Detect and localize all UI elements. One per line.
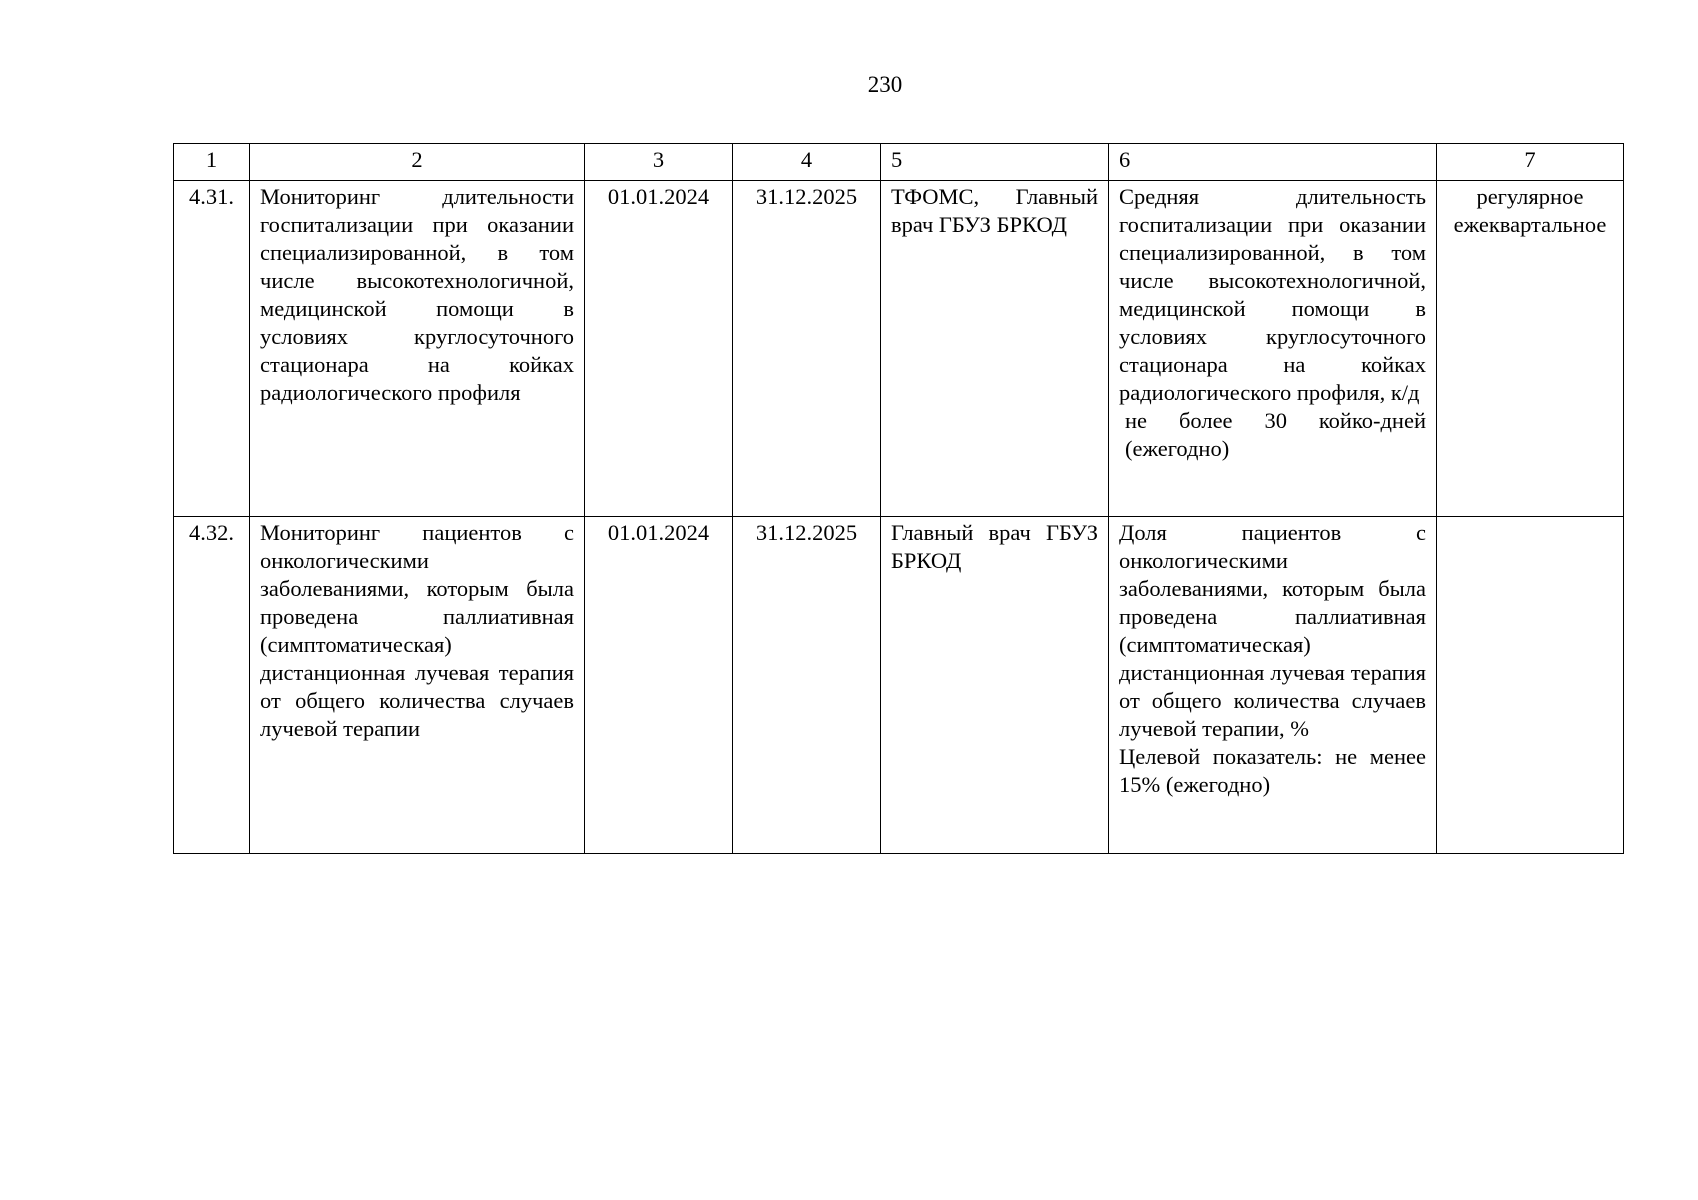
document-table bbox=[173, 143, 1624, 854]
page-number: 230 bbox=[867, 72, 903, 97]
table-row bbox=[174, 517, 1624, 854]
header-cell-4: 4 bbox=[733, 144, 881, 181]
row-indicator-cell bbox=[1109, 181, 1437, 517]
row-number: 4.31. bbox=[174, 181, 250, 517]
row-start-date: 01.01.2024 bbox=[585, 181, 733, 517]
row-end-date: 31.12.2025 bbox=[733, 517, 881, 854]
row-target: Целевой показатель: не менее 15% (ежегодно) bbox=[1119, 744, 1426, 797]
row-indicator: Доля пациентов с онкологическими заболеваниями, которым была проведена паллиативная (симптоматическая) дистанционная лучевая терапия от общего количества случаев лучевой терапии, % bbox=[1119, 520, 1426, 741]
row-start-date: 01.01.2024 bbox=[585, 517, 733, 854]
row-end-date: 31.12.2025 bbox=[733, 181, 881, 517]
row-responsible: ТФОМС, Главный врач ГБУЗ БРКОД bbox=[881, 181, 1109, 517]
row-indicator-cell bbox=[1109, 517, 1437, 854]
table-header-row bbox=[174, 144, 1624, 181]
header-cell-5: 5 bbox=[881, 144, 1109, 181]
table-row bbox=[174, 181, 1624, 517]
row-description: Мониторинг длительности госпитализации при оказании специализированной, в том числе высокотехнологичной, медицинской помощи в условиях круглосуточного стационара на койках радиологического профиля bbox=[250, 181, 585, 517]
row-periodicity: регулярное ежеквартальное bbox=[1437, 181, 1624, 517]
header-cell-1: 1 bbox=[174, 144, 250, 181]
row-responsible: Главный врач ГБУЗ БРКОД bbox=[881, 517, 1109, 854]
row-indicator: Средняя длительность госпитализации при оказании специализированной, в том числе высокотехнологичной, медицинской помощи в условиях круглосуточного стационара на койках радиологического профиля, к/д bbox=[1119, 184, 1426, 405]
header-cell-7: 7 bbox=[1437, 144, 1624, 181]
row-description: Мониторинг пациентов с онкологическими заболеваниями, которым была проведена паллиативная (симптоматическая) дистанционная лучевая терапия от общего количества случаев лучевой терапии bbox=[250, 517, 585, 854]
header-cell-6: 6 bbox=[1109, 144, 1437, 181]
header-cell-2: 2 bbox=[250, 144, 585, 181]
row-number: 4.32. bbox=[174, 517, 250, 854]
row-target: не более 30 койко-дней (ежегодно) bbox=[1125, 408, 1426, 461]
header-cell-3: 3 bbox=[585, 144, 733, 181]
row-periodicity bbox=[1437, 517, 1624, 854]
